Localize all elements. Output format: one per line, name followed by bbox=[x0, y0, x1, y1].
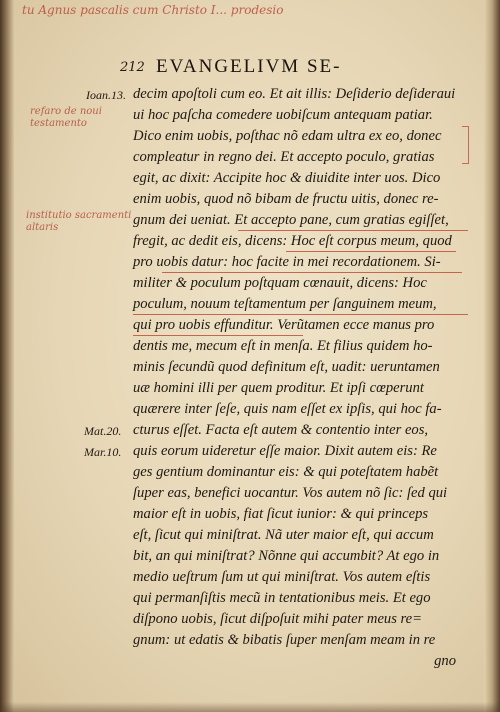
text-line: qui permanſiſtis mecũ in tentationibus meis. Et ego bbox=[133, 590, 431, 606]
margin-note-testamento: refaro de noui testamento bbox=[30, 106, 102, 129]
body-text bbox=[133, 84, 468, 672]
margin-note-sacramentum: institutio sacramenti altaris bbox=[26, 210, 132, 233]
text-line: eſt, ſicut qui miniſtrat. Nã uter maior eſt, qui accum bbox=[133, 527, 434, 543]
text-line: gnum dei ueniat. Et accepto pane, cum gratias egiſſet, bbox=[133, 212, 449, 228]
catchword-line: gno bbox=[434, 653, 456, 669]
margin-ref-ioan: Ioan.13. bbox=[86, 88, 126, 102]
margin-ref-mat: Mat.20. bbox=[84, 424, 122, 438]
text-line: Dico enim uobis, poſthac nõ edam ultra ex eo, donec bbox=[133, 128, 442, 144]
page-edge bbox=[484, 0, 500, 712]
page-bottom-shadow bbox=[0, 702, 500, 712]
margin-ref-mar: Mar.10. bbox=[84, 445, 122, 459]
text-line: decim apoſtoli cum eo. Et ait illis: Deſiderio deſideraui bbox=[133, 86, 456, 102]
text-line: minis ſecundũ quod definitum eſt, uadit: ueruntamen bbox=[133, 359, 440, 375]
text-line: quis eorum uideretur eſſe maior. Dixit autem eis: Re bbox=[133, 443, 437, 459]
text-line: gnum: ut edatis & bibatis ſuper menſam meam in re bbox=[133, 632, 436, 648]
running-head: EVANGELIVM SE- bbox=[156, 56, 342, 77]
binding-shadow bbox=[0, 0, 14, 712]
text-line: ges gentium dominantur eis: & qui poteſtatem habẽt bbox=[133, 464, 439, 480]
text-line: uæ homini illi per quem proditur. Et ipſi cœperunt bbox=[133, 380, 424, 396]
text-line: egit, ac dixit: Accipite hoc & diuidite inter uos. Dico bbox=[133, 170, 441, 186]
text-line: ſuper eas, benefici uocantur. Vos autem nõ ſic: ſed qui bbox=[133, 485, 448, 501]
text-line: militer & poculum poſtquam cœnauit, dicens: Hoc bbox=[133, 275, 427, 291]
text-line: medio ueſtrum ſum ut qui miniſtrat. Vos autem eſtis bbox=[133, 569, 431, 585]
text-line: ui hoc paſcha comedere uobiſcum antequam patiar. bbox=[133, 107, 433, 123]
text-line: enim uobis, quod nõ bibam de fructu uitis, donec re- bbox=[133, 191, 439, 207]
text-line: quærere inter ſeſe, quis nam eſſet ex ipſis, qui hoc fa- bbox=[133, 401, 442, 417]
page-number: 212 bbox=[120, 60, 145, 75]
text-line: fregit, ac dedit eis, dicens: Hoc eſt corpus meum, quod bbox=[133, 233, 452, 249]
handwritten-top-note: tu Agnus pascalis cum Christo I... prodesio bbox=[22, 3, 284, 17]
text-line: cturus eſſet. Facta eſt autem & contentio inter eos, bbox=[133, 422, 429, 438]
text-line: diſpono uobis, ſicut diſpoſuit mihi pater meus re= bbox=[133, 611, 423, 627]
text-line: qui pro uobis effunditur. Verũtamen ecce manus pro bbox=[133, 317, 435, 333]
text-line: maior eſt in uobis, fiat ſicut iunior: & qui princeps bbox=[133, 506, 429, 522]
text-line: compleatur in regno dei. Et accepto poculo, gratias bbox=[133, 149, 435, 165]
text-line: poculum, nouum teſtamentum per ſanguinem meum, bbox=[133, 296, 437, 312]
text-line: bit, an qui miniſtrat? Nõnne qui accumbit? At ego in bbox=[133, 548, 440, 564]
text-line: dentis me, mecum eſt in menſa. Et filius quidem ho- bbox=[133, 338, 433, 354]
text-line: pro uobis datur: hoc facite in mei recordationem. Si- bbox=[133, 254, 441, 270]
